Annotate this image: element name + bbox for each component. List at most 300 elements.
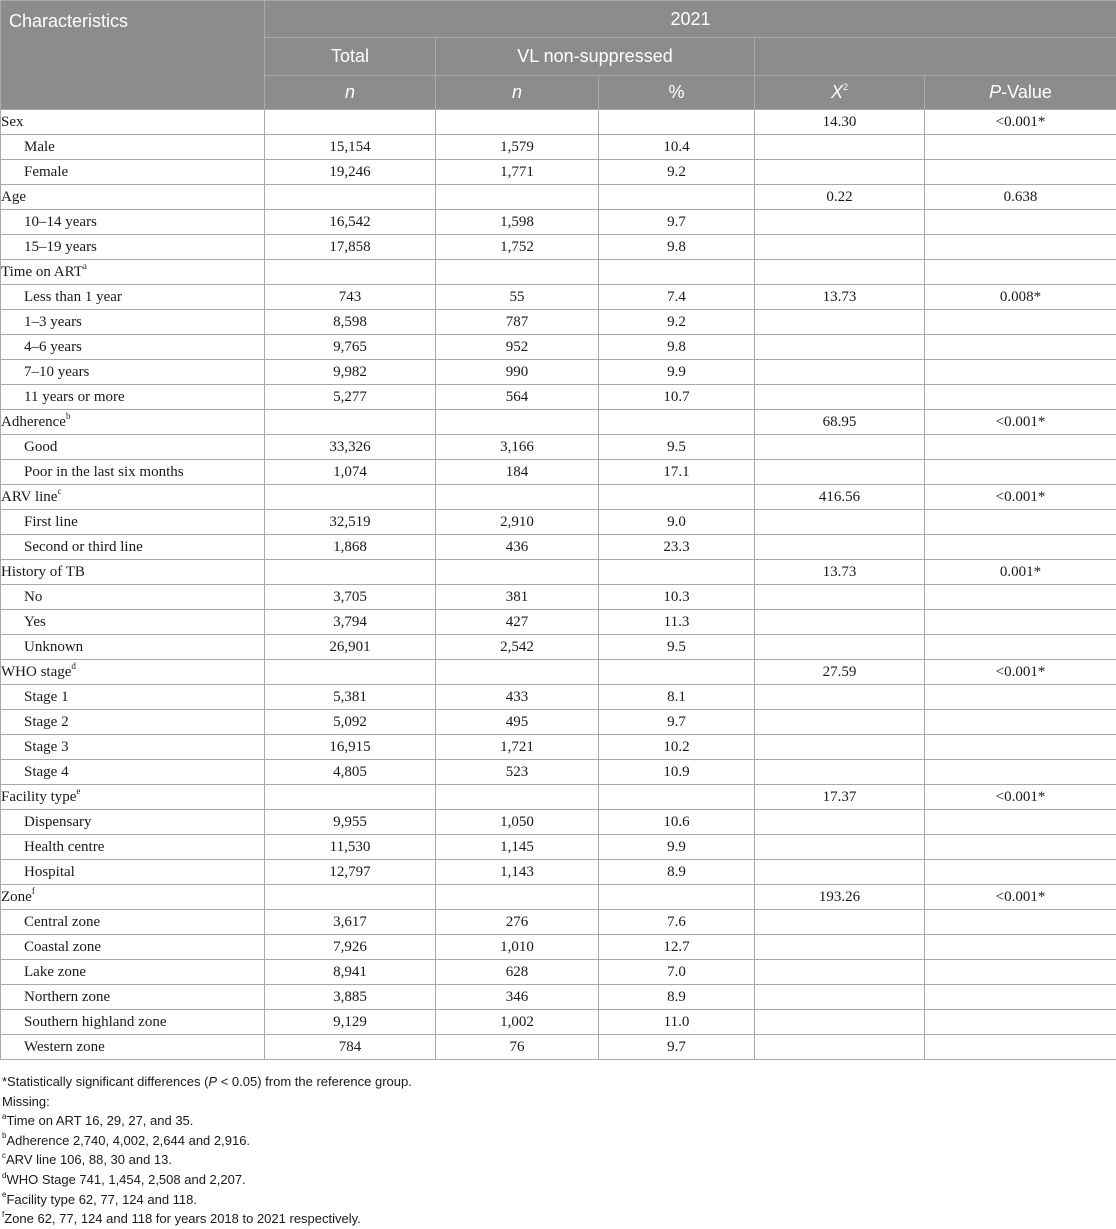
- cell-total: 9,765: [265, 335, 436, 360]
- table-row: [1, 635, 1116, 660]
- footnote-item: [2, 1150, 1116, 1170]
- cell-chi-square: [755, 685, 925, 710]
- footnotes: [0, 1072, 1116, 1229]
- cell-total: [265, 785, 436, 810]
- cell-chi-square: [755, 160, 925, 185]
- row-label: [1, 560, 265, 585]
- cell-p-value: [925, 235, 1116, 260]
- cell-chi-square: [755, 935, 925, 960]
- footnote-item: [2, 1209, 1116, 1229]
- footnote-marker: e: [76, 786, 80, 796]
- table-row: [1, 385, 1116, 410]
- cell-p-value: [925, 160, 1116, 185]
- row-label-text: Northern zone: [24, 989, 110, 1005]
- row-label-text: Coastal zone: [24, 939, 101, 955]
- cell-total: 8,941: [265, 960, 436, 985]
- row-label: [1, 110, 265, 135]
- cell-n: [436, 260, 599, 285]
- row-label-text: ARV line: [1, 489, 57, 505]
- row-label-text: History of TB: [1, 564, 85, 580]
- row-label-text: 10–14 years: [24, 214, 97, 230]
- cell-total: 7,926: [265, 935, 436, 960]
- cell-p-value: [925, 710, 1116, 735]
- cell-total: 16,542: [265, 210, 436, 235]
- cell-n: [436, 185, 599, 210]
- cell-n: 787: [436, 310, 599, 335]
- row-label: [1, 610, 265, 635]
- row-label: [1, 335, 265, 360]
- cell-percent: 9.5: [599, 435, 755, 460]
- cell-percent: 9.2: [599, 310, 755, 335]
- cell-percent: [599, 660, 755, 685]
- group-row: [1, 110, 1116, 135]
- cell-p-value: [925, 210, 1116, 235]
- row-label: [1, 385, 265, 410]
- cell-total: 5,277: [265, 385, 436, 410]
- row-label-text: 4–6 years: [24, 339, 82, 355]
- cell-chi-square: [755, 310, 925, 335]
- p-symbol: P: [989, 82, 1001, 102]
- row-label: [1, 885, 265, 910]
- cell-total: 743: [265, 285, 436, 310]
- footnote-marker: d: [71, 661, 76, 671]
- row-label: [1, 435, 265, 460]
- cell-chi-square: [755, 135, 925, 160]
- cell-chi-square: [755, 360, 925, 385]
- cell-total: [265, 410, 436, 435]
- row-label-text: Sex: [1, 114, 24, 130]
- cell-chi-square: [755, 610, 925, 635]
- cell-chi-square: 17.37: [755, 785, 925, 810]
- cell-total: 33,326: [265, 435, 436, 460]
- cell-p-value: [925, 735, 1116, 760]
- row-label-text: Hospital: [24, 864, 75, 880]
- row-label-text: No: [24, 589, 42, 605]
- cell-n: 990: [436, 360, 599, 385]
- row-label-text: 11 years or more: [24, 389, 125, 405]
- cell-percent: 7.4: [599, 285, 755, 310]
- cell-n: 76: [436, 1035, 599, 1060]
- cell-total: [265, 485, 436, 510]
- cell-n: 1,050: [436, 810, 599, 835]
- cell-p-value: [925, 335, 1116, 360]
- group-row: [1, 410, 1116, 435]
- footnote-significance-p: P: [208, 1074, 217, 1089]
- cell-n: 495: [436, 710, 599, 735]
- row-label-text: Stage 2: [24, 714, 69, 730]
- row-label-text: Yes: [24, 614, 46, 630]
- cell-chi-square: [755, 635, 925, 660]
- footnote-item-text: WHO Stage 741, 1,454, 2,508 and 2,207.: [6, 1172, 245, 1187]
- cell-total: [265, 185, 436, 210]
- cell-chi-square: [755, 385, 925, 410]
- row-label: [1, 285, 265, 310]
- footnote-item-marker: c: [2, 1151, 6, 1160]
- row-label: [1, 360, 265, 385]
- cell-percent: 8.9: [599, 860, 755, 885]
- cell-n: [436, 560, 599, 585]
- table-row: [1, 585, 1116, 610]
- cell-total: 3,705: [265, 585, 436, 610]
- footnote-item-text: Time on ART 16, 29, 27, and 35.: [6, 1113, 193, 1128]
- cell-n: [436, 410, 599, 435]
- cell-total: 19,246: [265, 160, 436, 185]
- cell-n: 184: [436, 460, 599, 485]
- cell-percent: [599, 785, 755, 810]
- row-label-text: Female: [24, 164, 68, 180]
- cell-chi-square: 416.56: [755, 485, 925, 510]
- cell-chi-square: [755, 810, 925, 835]
- cell-percent: 9.5: [599, 635, 755, 660]
- row-label-text: WHO stage: [1, 664, 71, 680]
- row-label-text: Southern highland zone: [24, 1014, 166, 1030]
- cell-n: 1,145: [436, 835, 599, 860]
- row-label: [1, 185, 265, 210]
- footnote-item-marker: d: [2, 1171, 6, 1180]
- table-row: [1, 1010, 1116, 1035]
- cell-percent: 12.7: [599, 935, 755, 960]
- footnote-item-marker: f: [2, 1210, 4, 1219]
- cell-chi-square: [755, 1010, 925, 1035]
- table-row: [1, 985, 1116, 1010]
- cell-percent: 9.8: [599, 335, 755, 360]
- cell-p-value: <0.001*: [925, 885, 1116, 910]
- cell-n: [436, 785, 599, 810]
- row-label: [1, 985, 265, 1010]
- cell-percent: 11.3: [599, 610, 755, 635]
- cell-total: 8,598: [265, 310, 436, 335]
- table-row: [1, 835, 1116, 860]
- cell-percent: 10.4: [599, 135, 755, 160]
- table-row: [1, 960, 1116, 985]
- row-label-text: Dispensary: [24, 814, 92, 830]
- row-label: [1, 135, 265, 160]
- cell-percent: [599, 260, 755, 285]
- chi-superscript: 2: [843, 82, 848, 92]
- cell-total: 12,797: [265, 860, 436, 885]
- cell-chi-square: [755, 260, 925, 285]
- cell-percent: [599, 885, 755, 910]
- cell-n: 381: [436, 585, 599, 610]
- cell-chi-square: [755, 985, 925, 1010]
- cell-p-value: [925, 310, 1116, 335]
- cell-percent: 9.9: [599, 835, 755, 860]
- cell-chi-square: [755, 535, 925, 560]
- cell-total: 15,154: [265, 135, 436, 160]
- header-year: 2021: [265, 1, 1116, 38]
- cell-chi-square: 14.30: [755, 110, 925, 135]
- footnote-item-text: ARV line 106, 88, 30 and 13.: [6, 1152, 172, 1167]
- cell-total: 9,955: [265, 810, 436, 835]
- cell-p-value: [925, 135, 1116, 160]
- row-label-text: Western zone: [24, 1039, 105, 1055]
- footnote-missing: Missing:: [2, 1092, 1116, 1112]
- cell-p-value: [925, 460, 1116, 485]
- cell-n: 433: [436, 685, 599, 710]
- table-row: [1, 910, 1116, 935]
- cell-n: 1,598: [436, 210, 599, 235]
- group-row: [1, 785, 1116, 810]
- table-row: [1, 210, 1116, 235]
- row-label-text: Male: [24, 139, 55, 155]
- table-row: [1, 160, 1116, 185]
- row-label: [1, 210, 265, 235]
- row-label-text: Age: [1, 189, 26, 205]
- p-value-suffix: -Value: [1001, 82, 1052, 102]
- row-label-text: 7–10 years: [24, 364, 89, 380]
- cell-total: 26,901: [265, 635, 436, 660]
- row-label: [1, 860, 265, 885]
- cell-percent: 9.0: [599, 510, 755, 535]
- table-row: [1, 135, 1116, 160]
- row-label: [1, 735, 265, 760]
- footnote-item: [2, 1111, 1116, 1131]
- table-row: [1, 935, 1116, 960]
- cell-p-value: 0.638: [925, 185, 1116, 210]
- cell-chi-square: [755, 835, 925, 860]
- cell-p-value: [925, 360, 1116, 385]
- row-label: [1, 960, 265, 985]
- cell-n: 628: [436, 960, 599, 985]
- cell-p-value: <0.001*: [925, 660, 1116, 685]
- cell-p-value: [925, 610, 1116, 635]
- cell-p-value: <0.001*: [925, 110, 1116, 135]
- cell-n: 427: [436, 610, 599, 635]
- footnote-significance-pre: *Statistically significant differences (: [2, 1074, 208, 1089]
- cell-total: 1,868: [265, 535, 436, 560]
- header-vl-non-suppressed: VL non-suppressed: [436, 38, 755, 76]
- cell-percent: 8.1: [599, 685, 755, 710]
- footnote-item: [2, 1170, 1116, 1190]
- row-label: [1, 410, 265, 435]
- row-label: [1, 460, 265, 485]
- cell-chi-square: [755, 585, 925, 610]
- cell-total: [265, 660, 436, 685]
- row-label: [1, 635, 265, 660]
- table-row: [1, 710, 1116, 735]
- cell-chi-square: [755, 710, 925, 735]
- footnote-item-marker: e: [2, 1190, 6, 1199]
- table-row: [1, 810, 1116, 835]
- row-label-text: Central zone: [24, 914, 100, 930]
- cell-p-value: [925, 635, 1116, 660]
- footnote-item-text: Facility type 62, 77, 124 and 118.: [6, 1192, 197, 1207]
- row-label: [1, 760, 265, 785]
- table-row: [1, 1035, 1116, 1060]
- cell-percent: 23.3: [599, 535, 755, 560]
- cell-n: 1,721: [436, 735, 599, 760]
- cell-p-value: [925, 585, 1116, 610]
- cell-n: 3,166: [436, 435, 599, 460]
- footnote-item-text: Adherence 2,740, 4,002, 2,644 and 2,916.: [6, 1133, 250, 1148]
- footnote-item: [2, 1190, 1116, 1210]
- group-row: [1, 185, 1116, 210]
- cell-n: [436, 485, 599, 510]
- cell-percent: 10.7: [599, 385, 755, 410]
- cell-percent: [599, 185, 755, 210]
- header-chi-square: [755, 76, 925, 110]
- row-label: [1, 835, 265, 860]
- header-blank: [755, 38, 1116, 76]
- footnote-item-marker: b: [2, 1131, 6, 1140]
- cell-total: [265, 110, 436, 135]
- cell-n: 276: [436, 910, 599, 935]
- cell-chi-square: 27.59: [755, 660, 925, 685]
- cell-p-value: [925, 810, 1116, 835]
- cell-total: 5,381: [265, 685, 436, 710]
- cell-percent: 7.6: [599, 910, 755, 935]
- row-label-text: Zone: [1, 889, 32, 905]
- table-row: [1, 285, 1116, 310]
- table-row: [1, 435, 1116, 460]
- cell-percent: [599, 485, 755, 510]
- row-label-text: Health centre: [24, 839, 104, 855]
- row-label: [1, 160, 265, 185]
- cell-total: [265, 885, 436, 910]
- cell-p-value: <0.001*: [925, 410, 1116, 435]
- row-label-text: Less than 1 year: [24, 289, 122, 305]
- cell-n: [436, 660, 599, 685]
- cell-p-value: [925, 835, 1116, 860]
- cell-chi-square: [755, 460, 925, 485]
- row-label: [1, 585, 265, 610]
- cell-p-value: [925, 435, 1116, 460]
- group-row: [1, 485, 1116, 510]
- cell-p-value: [925, 760, 1116, 785]
- cell-chi-square: 193.26: [755, 885, 925, 910]
- cell-chi-square: [755, 860, 925, 885]
- row-label-text: Facility type: [1, 789, 76, 805]
- cell-n: 1,002: [436, 1010, 599, 1035]
- table-row: [1, 510, 1116, 535]
- cell-p-value: [925, 860, 1116, 885]
- header-total-n: n: [265, 76, 436, 110]
- cell-chi-square: 0.22: [755, 185, 925, 210]
- cell-chi-square: [755, 435, 925, 460]
- cell-percent: [599, 560, 755, 585]
- cell-percent: 8.9: [599, 985, 755, 1010]
- cell-chi-square: [755, 760, 925, 785]
- row-label: [1, 235, 265, 260]
- row-label-text: Adherence: [1, 414, 66, 430]
- cell-p-value: [925, 510, 1116, 535]
- cell-p-value: [925, 535, 1116, 560]
- cell-percent: [599, 410, 755, 435]
- cell-n: [436, 110, 599, 135]
- cell-p-value: [925, 685, 1116, 710]
- table-row: [1, 735, 1116, 760]
- cell-percent: 10.6: [599, 810, 755, 835]
- table-row: [1, 760, 1116, 785]
- footnote-significance-post: < 0.05) from the reference group.: [217, 1074, 412, 1089]
- cell-total: 5,092: [265, 710, 436, 735]
- row-label: [1, 485, 265, 510]
- footnote-item: [2, 1131, 1116, 1151]
- cell-percent: 17.1: [599, 460, 755, 485]
- row-label-text: Unknown: [24, 639, 83, 655]
- cell-total: 32,519: [265, 510, 436, 535]
- cell-n: 436: [436, 535, 599, 560]
- cell-total: 784: [265, 1035, 436, 1060]
- cell-chi-square: [755, 735, 925, 760]
- cell-n: 564: [436, 385, 599, 410]
- cell-chi-square: [755, 510, 925, 535]
- header-characteristics: Characteristics: [1, 1, 265, 110]
- cell-percent: 9.9: [599, 360, 755, 385]
- footnote-marker: c: [57, 486, 61, 496]
- cell-p-value: [925, 935, 1116, 960]
- cell-n: 1,010: [436, 935, 599, 960]
- cell-total: [265, 260, 436, 285]
- row-label: [1, 260, 265, 285]
- row-label: [1, 910, 265, 935]
- row-label-text: 15–19 years: [24, 239, 97, 255]
- footnote-marker: f: [32, 886, 35, 896]
- cell-p-value: [925, 960, 1116, 985]
- row-label-text: Stage 1: [24, 689, 69, 705]
- cell-n: 1,771: [436, 160, 599, 185]
- row-label: [1, 685, 265, 710]
- cell-n: 1,143: [436, 860, 599, 885]
- row-label-text: Poor in the last six months: [24, 464, 184, 480]
- group-row: [1, 885, 1116, 910]
- footnote-item-marker: a: [2, 1112, 6, 1121]
- table-row: [1, 685, 1116, 710]
- table-header: [1, 1, 1116, 110]
- cell-percent: [599, 110, 755, 135]
- row-label-text: Good: [24, 439, 57, 455]
- row-label: [1, 810, 265, 835]
- cell-percent: 10.2: [599, 735, 755, 760]
- header-vl-n: n: [436, 76, 599, 110]
- cell-n: [436, 885, 599, 910]
- row-label: [1, 935, 265, 960]
- row-label-text: Lake zone: [24, 964, 86, 980]
- cell-p-value: 0.001*: [925, 560, 1116, 585]
- cell-n: 2,910: [436, 510, 599, 535]
- cell-n: 55: [436, 285, 599, 310]
- cell-total: 9,982: [265, 360, 436, 385]
- cell-total: 11,530: [265, 835, 436, 860]
- table-row: [1, 535, 1116, 560]
- cell-chi-square: 13.73: [755, 285, 925, 310]
- row-label-text: Stage 3: [24, 739, 69, 755]
- cell-p-value: [925, 260, 1116, 285]
- cell-percent: 10.9: [599, 760, 755, 785]
- cell-total: 3,794: [265, 610, 436, 635]
- row-label: [1, 510, 265, 535]
- cell-n: 1,579: [436, 135, 599, 160]
- cell-percent: 9.2: [599, 160, 755, 185]
- cell-n: 2,542: [436, 635, 599, 660]
- table-row: [1, 335, 1116, 360]
- cell-chi-square: 13.73: [755, 560, 925, 585]
- cell-chi-square: [755, 960, 925, 985]
- footnote-items: [2, 1111, 1116, 1229]
- cell-p-value: [925, 1035, 1116, 1060]
- cell-percent: 9.7: [599, 1035, 755, 1060]
- cell-p-value: [925, 910, 1116, 935]
- row-label: [1, 1010, 265, 1035]
- cell-percent: 9.8: [599, 235, 755, 260]
- row-label: [1, 710, 265, 735]
- cell-total: 3,885: [265, 985, 436, 1010]
- footnote-significance: [2, 1072, 1116, 1092]
- cell-total: 1,074: [265, 460, 436, 485]
- table-row: [1, 360, 1116, 385]
- header-total: Total: [265, 38, 436, 76]
- group-row: [1, 260, 1116, 285]
